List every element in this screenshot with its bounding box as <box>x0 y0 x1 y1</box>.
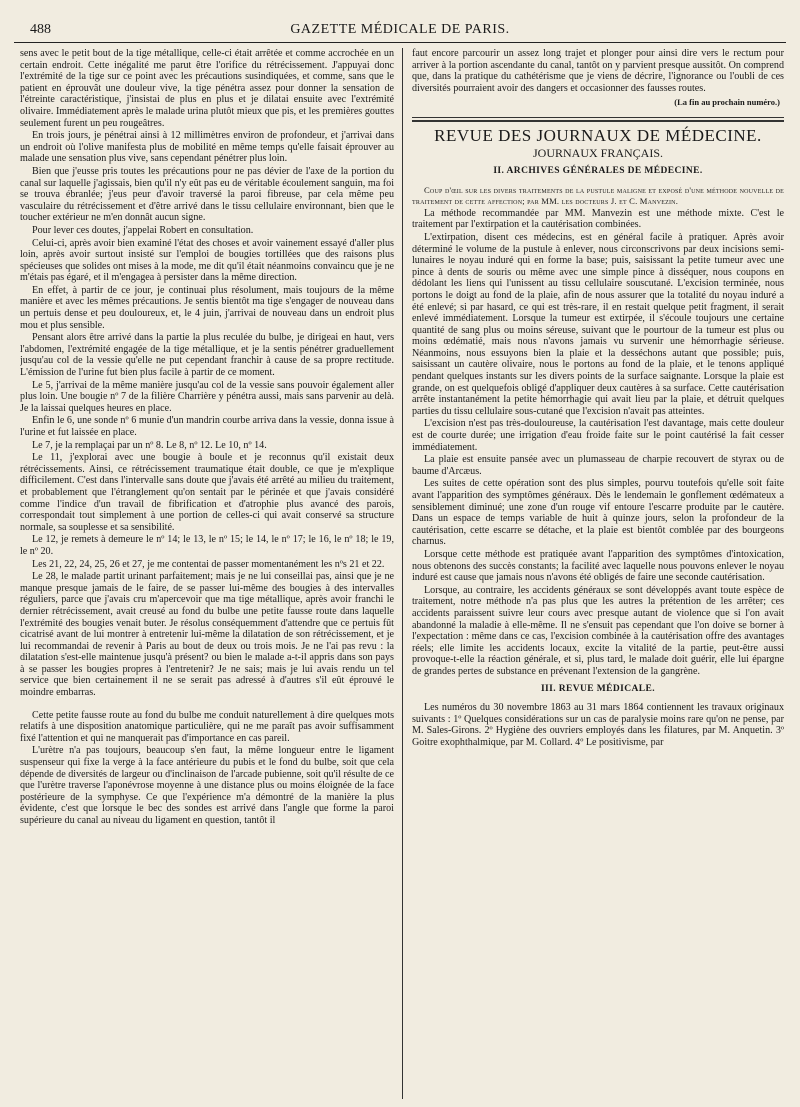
paragraph: En trois jours, je pénétrai ainsi à 12 millimètres environ de profondeur, et j'arrivai dans un endroit où l'olive manifesta plus de mobilité en même temps qu'elle faisait éprouver au malade une sensation plus vive, sans cependant pénétrer plus loin. <box>20 130 394 165</box>
paragraph: La plaie est ensuite pansée avec un plumasseau de charpie recouvert de styrax ou de baume d'Arcæus. <box>412 454 784 477</box>
paragraph: Lorsque cette méthode est pratiquée avant l'apparition des symptômes d'intoxication, nous obtenons des succès constants; la facilité avec laquelle nous pouvons enlever le noyau induré est cause que jamais nous n'avons été obligés de faire une seconde cautérisation. <box>412 548 784 584</box>
page-header <box>14 18 786 43</box>
paragraph: Pour lever ces doutes, j'appelai Robert en consultation. <box>32 224 254 236</box>
paragraph: L'extirpation, disent ces médecins, est en général facile à pratiquer. Après avoir déterminé le volume de la pustule à enlever, nous circonscrivons par deux incisions semi-lunaires le noyau induré qui en forme la base; puis, saisissant la petite tumeur avec une pince à dents de souris ou même avec une simple pince à disséquer, nous coupons en dédolant les liens qui l'unissent au tissu cellulaire souscutané. L'excision terminée, nous portons le doigt au fond de la plaie, afin de nous assurer que la totalité du noyau induré a été enlevé; si par hasard, ce qui est très-rare, il en restait quelque petit fragment, il serait enlevé immédiatement. Lorsque la tumeur est extirpée, il s'écoule toujours une certaine quantité de sang plus ou moins séreuse, suivant que le pourtour de la tumeur est plus ou moins œdématié, mais nous n'avons jamais vu survenir une hémorrhagie sérieuse. Néanmoins, nous essuyons bien la plaie et la desséchons autant que possible; puis, saisissant un cautère olivaire, nous le portons au fond de la plaie, et le tenons appliqué pendant quelques instants sur les divers points de la surface saignante. Lorsque la plaie est grande, on est quelquefois obligé d'appliquer deux cautères à sa surface. Cette cautérisation arrête instantanément la petite hémorrhagie qui avait lieu par la plaie, et détruit quelques parties du tissu cellulaire sous-cutané que l'excision n'avait pas atteintes. <box>412 231 784 417</box>
journal-title: GAZETTE MÉDICALE DE PARIS. <box>290 22 510 37</box>
right-column <box>412 48 784 1101</box>
column-divider <box>402 48 403 1099</box>
revue-heading: REVUE DES JOURNAUX DE MÉDECINE. <box>434 125 762 145</box>
article-heading-text: Coup d'œil sur les divers traitements de la pustule maligne et exposé d'une méthode nouvelle de traitement de cette affection; par MM. les docteurs J. et C. Manvezin. <box>412 184 784 206</box>
paragraph: L'excision n'est pas très-douloureuse, la cautérisation l'est davantage, mais cette douleur est de courte durée; une irrigation d'eau froide faite sur le point cautérisé la fait cesser immédiatement. <box>412 418 784 453</box>
paragraph: La méthode recommandée par MM. Manvezin est une méthode mixte. C'est le traitement par l'extirpation et la cautérisation combinées. <box>412 207 784 231</box>
paragraph: Cette petite fausse route au fond du bulbe me conduit naturellement à dire quelques mots relatifs à une disposition anatomique particulière, qui ne me paraît pas avoir suffisamment fixé l'attention et qui ne manquerait pas d'importance en cas pareil. <box>20 709 394 744</box>
paragraph: Les 21, 22, 24, 25, 26 et 27, je me contentai de passer momentanément les nºs 21 et 22. <box>32 558 385 570</box>
section-heading-archives: II. ARCHIVES GÉNÉRALES DE MÉDECINE. <box>493 166 703 177</box>
continued-note: (La fin au prochain numéro.) <box>674 97 780 108</box>
paragraph: Le 7, je la remplaçai par un nº 8. Le 8, nº 12. Le 10, nº 14. <box>32 439 267 451</box>
paragraph: Le 11, j'explorai avec une bougie à boule et je reconnus qu'il existait deux rétrécissements. Ainsi, ce rétrécissement traumatique était double, ce que je m'explique difficilement. C'est dans l'intervalle sans doute que j'avais été arrêté au milieu du traitement, et probablement que l'étranglement qu'on sentait par le périnée et que j'avais considéré comme l'indice d'un travail de fibrification et d'atrophie plus avancé des parois, correspondait tout simplement à une portion de celles-ci qui avait conservé sa structure normale, sa souplesse et sa sensibilité. <box>20 452 394 533</box>
revue-subheading: JOURNAUX FRANÇAIS. <box>532 145 664 160</box>
continuation-paragraph: faut encore parcourir un assez long trajet et plonger pour ainsi dire vers le rectum pour arriver à la portion ascendante du canal, tantôt on y parvient presque aussitôt. On comprend que, dans la pratique du cathétérisme que je viens de décrire, l'ignorance ou l'oubli de ces diversités pourraient avoir des dangers et occasionner des fausses routes. <box>412 48 784 94</box>
paragraph: Lorsque, au contraire, les accidents généraux se sont développés avant toute espèce de traitement, notre méthode n'a pas plus que les autres la prétention de les arrêter; ces accidents paraissent suivre leur cours avec presque autant de violence que si l'on avait abandonné la maladie à elle-même. Il ne s'ensuit pas cependant que l'on doive se borner à l'expectation : même dans ce cas, l'excision combinée à la cautérisation offre des avantages réels; elle limite les accidents locaux, excite la vitalité de la partie, peut-être aussi provoque-t-elle la réaction générale, et si, plus tard, le malade doit guérir, elle lui épargne de grandes pertes de substance en prévenant l'extension de la gangrène. <box>412 584 784 677</box>
page-number: 488 <box>30 22 51 37</box>
paragraph: sens avec le petit bout de la tige métallique, celle-ci était arrêtée et comme accrochée en un certain endroit. Cette inégalité me parut être l'orifice du rétrécissement. J'appuyai donc l'extrémité de la tige sur ce point avec les précautions susindiquées, et comme, sans que le patient en éprouvât une douleur vive, la tige pénétra assez pour donner la sensation de l'étreinte caractéristique, j'insistai de plus en plus et je dilatai ensuite avec l'extrémité olivaire. Immédiatement après le malade urina plutôt mieux que pis, et les premières gouttes seulement furent un peu rougeâtres. <box>20 48 394 129</box>
paragraph: Celui-ci, après avoir bien examiné l'état des choses et avoir vainement essayé d'aller plus loin, après avoir surtout insisté sur l'emploi de bougies tortillées que des raisons plus spécieuses que solides ont mises à la mode, me dit qu'il était néanmoins convaincu que je ne m'étais pas égaré, et il m'engagea à persister dans la même direction. <box>20 237 394 284</box>
paragraph: Bien que j'eusse pris toutes les précautions pour ne pas dévier de l'axe de la portion du canal sur laquelle j'agissais, bien qu'il n'y eût pas eu de véritable écoulement sanguin, ma foi se trouva ébranlée; j'eus peur d'avoir traversé la paroi fibreuse, par cela même peu vasculaire du rétrécissement et d'être arrivé dans le tissu cellulaire environnant, bien que le toucher extérieur ne m'en donnât aucun signe. <box>20 165 394 224</box>
paragraph: Les suites de cette opération sont des plus simples, pourvu toutefois qu'elle soit faite avant l'apparition des symptômes généraux. Dès le lendemain le gonflement œdémateux a sensiblement diminué; une zone d'un rouge vif entoure l'escarre produite par le cautère. Dans un espace de temps variable de huit à quinze jours, selon la profondeur de la cautérisation, cette escarre se détache, et la plaie est bientôt comblée par des bourgeons charnus. <box>412 478 784 548</box>
divider-double-rule <box>412 120 784 122</box>
paragraph: Les numéros du 30 novembre 1863 au 31 mars 1864 contiennent les travaux originaux suivants : 1º Quelques considérations sur un cas de paralysie moins rare qu'on ne pense, par M. Sales-Girons. 2º Hygiène des ouvriers employés dans les filatures, par M. Anquetin. 3º Goitre exophthalmique, par M. Collard. 4º Le positivisme, par <box>412 702 784 748</box>
left-column <box>20 48 394 1101</box>
paragraph: Le 5, j'arrivai de la même manière jusqu'au col de la vessie sans pouvoir également aller plus loin. Une bougie nº 7 de la filière Charrière y pénétra aussi, mais sans parvenir au delà. Je la laissai quelques heures en place. <box>20 379 394 414</box>
paragraph: Le 12, je remets à demeure le nº 14; le 13, le nº 15; le 14, le nº 17; le 16, le nº 18; le 19, le nº 20. <box>20 534 394 557</box>
paragraph: En effet, à partir de ce jour, je continuai plus résolument, mais toujours de la même manière et avec les mêmes précautions. Je sentis bientôt ma tige s'engager de nouveau dans un pertuis dense et peu douloureux, et, le 4 juin, j'arrivai de nouveau dans un endroit plus mou et plus sensible. <box>20 284 394 331</box>
paragraph: Le 28, le malade partit urinant parfaitement; mais je ne lui conseillai pas, ainsi que je ne manque presque jamais de le faire, de se passer lui-même des bougies à des intervalles réguliers, parce que j'avais cru m'apercevoir que ma tige métallique, après avoir franchi le dernier rétrécissement, avait creusé au fond du bulbe une petite fausse route dans laquelle l'extrémité des bougies venait buter. Je résolus conséquemment d'attendre que ce pertuis fût cicatrisé avant de lui montrer à entretenir lui-même la dilatation de son rétrécissement, et je lui recommandai de revenir à Paris au bout de deux ou trois mois. Je ne l'ai pas revu : la dilatation s'est-elle maintenue jusqu'à présent? ou bien le malade a-t-il appris dans son pays à se passer les bougies propres à l'entretenir? Je ne sais; mais je lui avais rendu un tel service que bien certainement il ne se serait pas adressé à d'autres s'il eût éprouvé le moindre embarras. <box>20 571 394 699</box>
paragraph: Enfin le 6, une sonde nº 6 munie d'un mandrin courbe arriva dans la vessie, donna issue à l'urine et fut laissée en place. <box>20 415 394 438</box>
article-heading <box>412 185 784 207</box>
section-heading-revue-medicale: III. REVUE MÉDICALE. <box>540 683 656 694</box>
divider-rule <box>412 117 784 118</box>
section-gap <box>20 700 394 710</box>
paragraph: Pensant alors être arrivé dans la partie la plus reculée du bulbe, je dirigeai en haut, vers l'abdomen, l'extrémité engagée de la tige métallique, et je la sentis pénétrer graduellement jusqu'au col de la vessie qu'elle ne put cependant franchir à cause de sa propre rectitude. L'émission de l'urine fut bien plus facile à partir de ce moment. <box>20 332 394 379</box>
paragraph: L'urètre n'a pas toujours, beaucoup s'en faut, la même longueur entre le ligament suspenseur qui fixe la verge à la face antérieure du pubis et le fond du bulbe, soit que cela dépende de diversités de largeur ou d'inclinaison de l'arcade pubienne, soit qu'il résulte de ce que l'urètre traverse l'aponévrose moyenne à une distance plus ou moins éloignée de la face postérieure de la symphyse. Ce que l'expérience m'a démontré de la manière la plus évidente, c'est que lorsque le bec des sondes est arrivé dans l'angle que forme la paroi supérieure du canal au niveau du ligament en question, tantôt il <box>20 745 394 826</box>
